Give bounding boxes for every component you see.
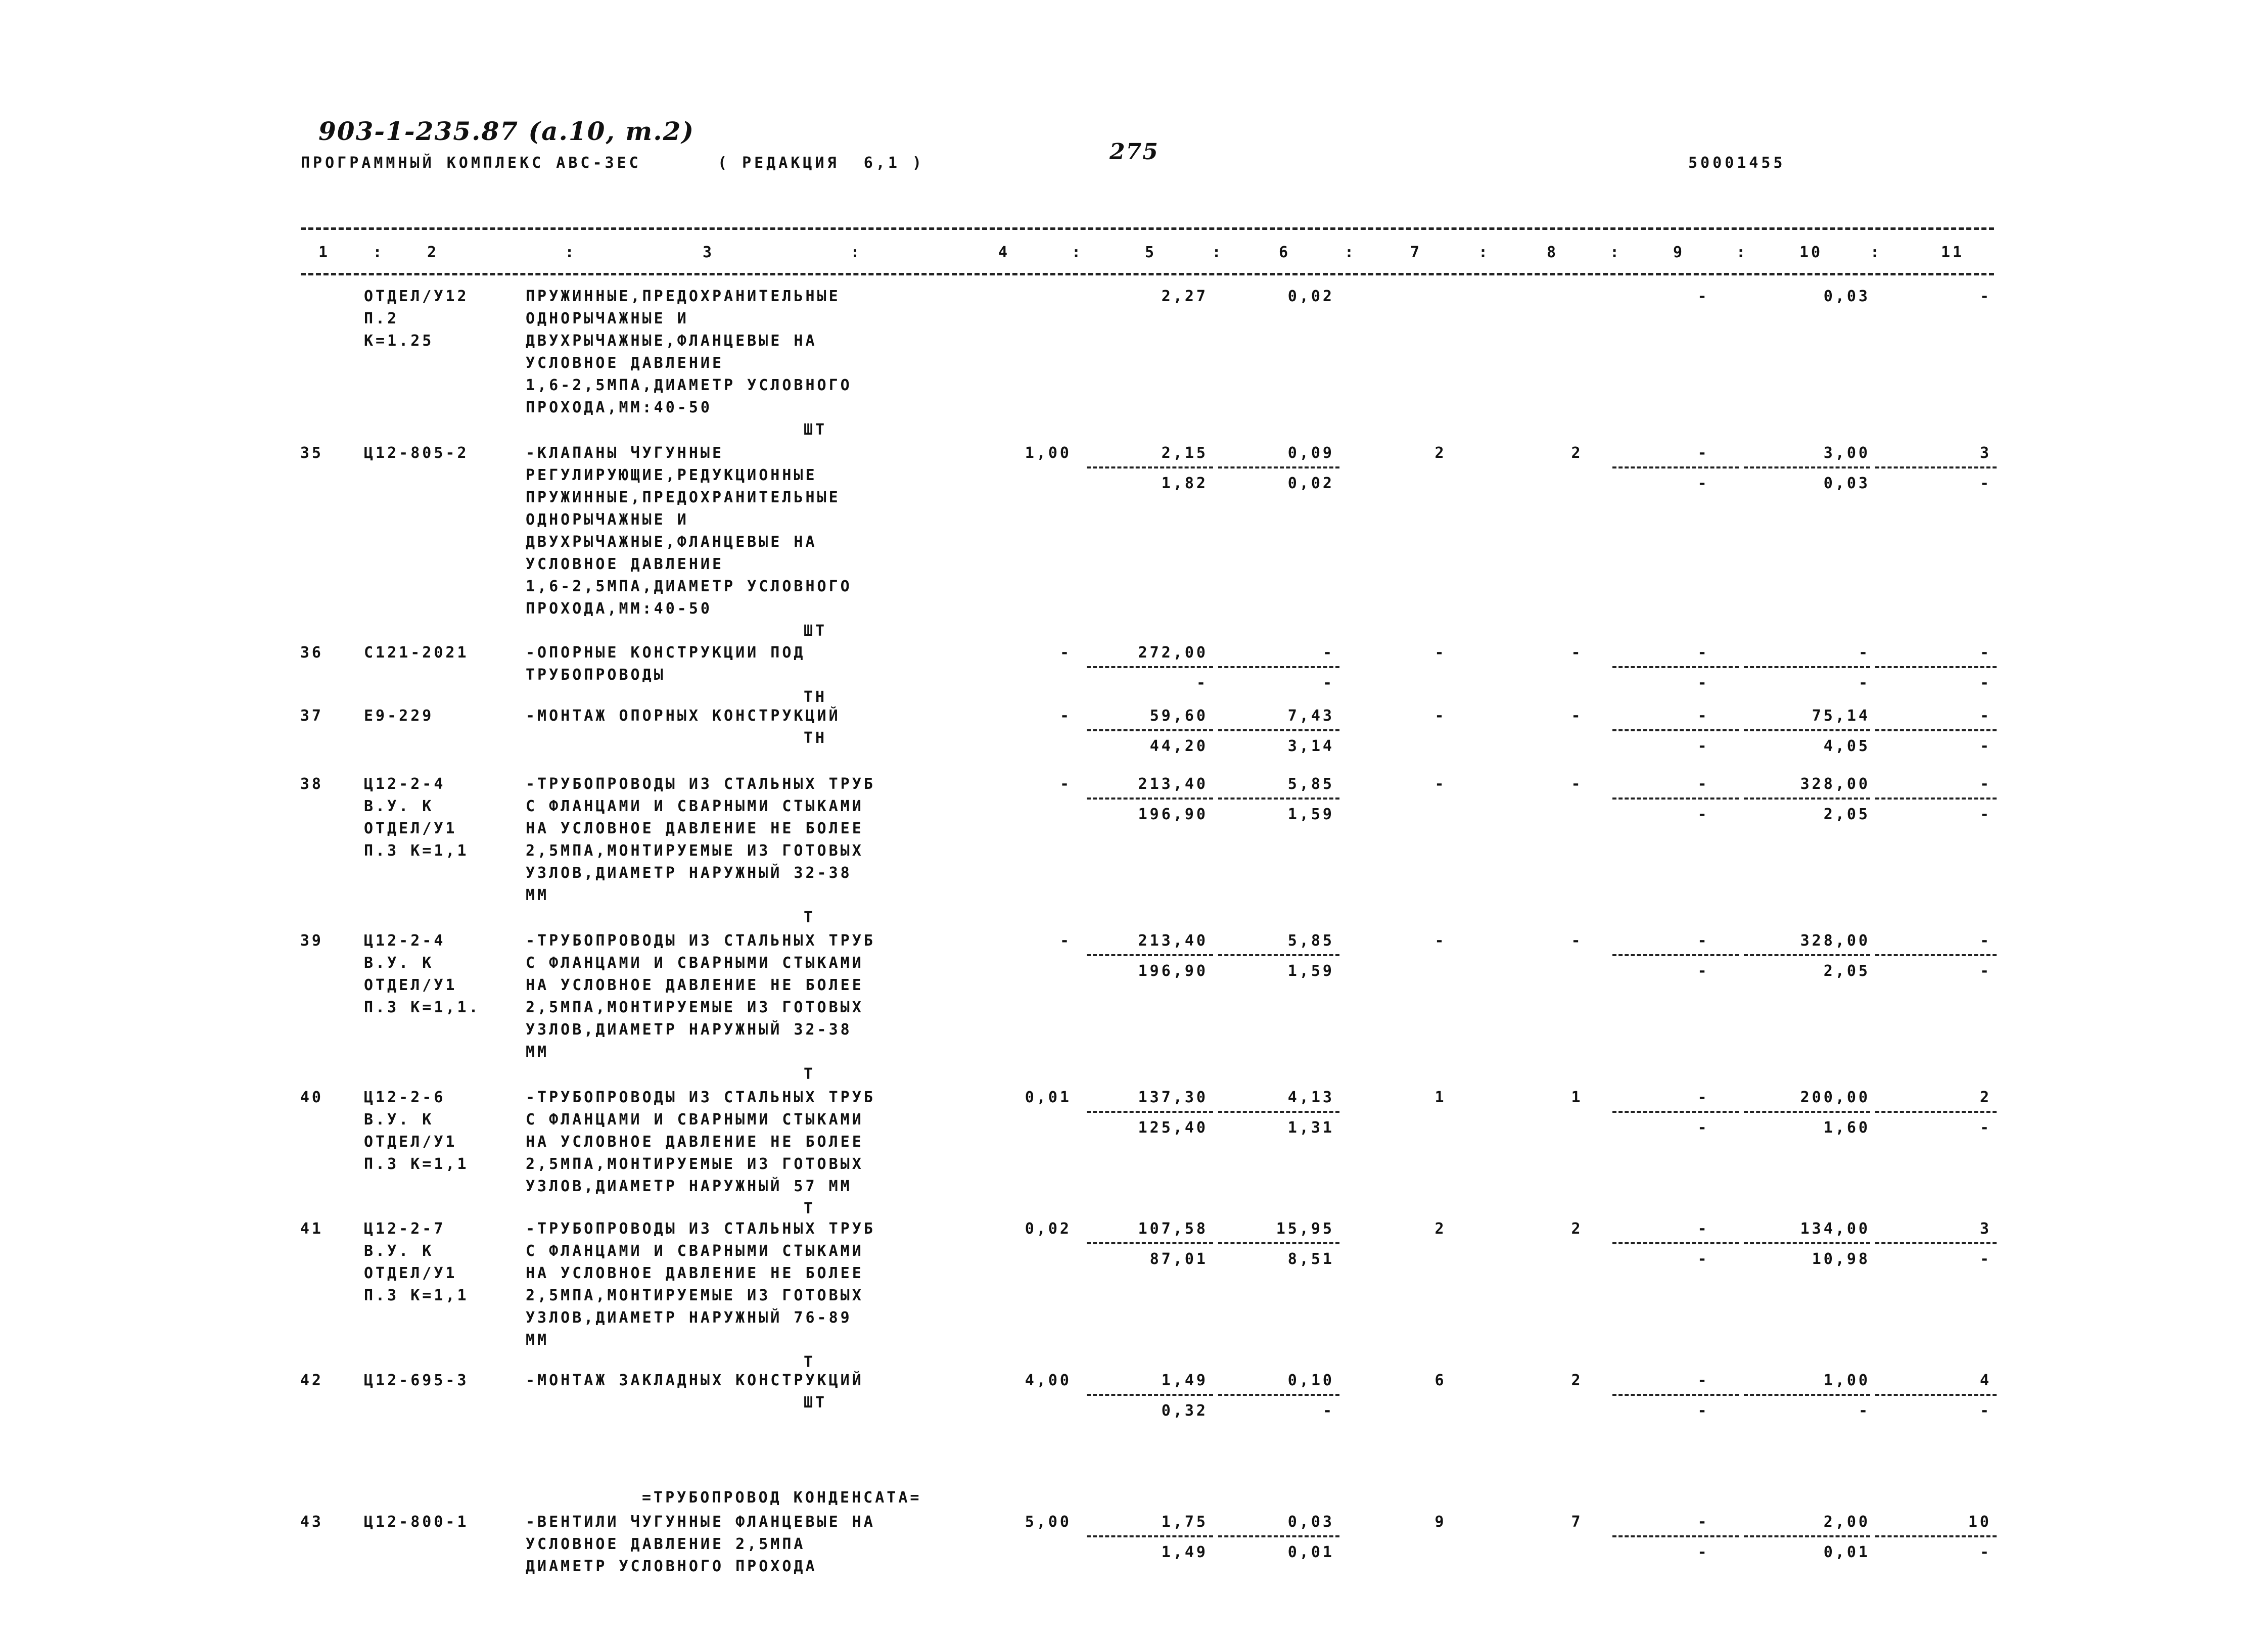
cell-c11b: -	[1979, 737, 1992, 755]
value-divider	[1218, 1535, 1339, 1537]
cell-c10a: -	[1858, 644, 1870, 662]
handwritten-reference: 903-1-235.87 (а.10, т.2)	[318, 116, 695, 146]
cell-c9a: -	[1697, 1089, 1709, 1106]
cell-c11b: -	[1979, 674, 1992, 692]
cell-c5a: 213,40	[1138, 775, 1208, 793]
column-header-10: 10	[1799, 244, 1823, 261]
cell-c11b: -	[1979, 288, 1992, 305]
cell-c5b: 87,01	[1149, 1250, 1208, 1268]
row-code: Ц12-695-3	[364, 1372, 469, 1389]
value-divider	[1875, 466, 1997, 468]
cell-c4: 1,00	[1025, 444, 1072, 462]
cell-c8: -	[1571, 775, 1583, 793]
cell-c10a: 328,00	[1800, 932, 1870, 950]
value-divider	[1875, 1111, 1997, 1113]
cell-c5b: 0,32	[1161, 1402, 1208, 1420]
cell-c5b: 196,90	[1138, 806, 1208, 823]
cell-c10a: 328,00	[1800, 775, 1870, 793]
cell-c9b: -	[1697, 1402, 1709, 1420]
cell-c9a: -	[1697, 444, 1709, 462]
cell-c4: -	[1059, 644, 1072, 662]
cell-c10a: 1,00	[1823, 1372, 1870, 1389]
column-separator: :	[1736, 244, 1748, 261]
column-header-11: 11	[1941, 244, 1965, 261]
cell-c10b: -	[1858, 674, 1870, 692]
column-header-6: 6	[1279, 244, 1291, 261]
cell-c9a: -	[1697, 1220, 1709, 1238]
value-divider	[1612, 797, 1739, 800]
value-divider	[1218, 797, 1339, 800]
column-header-8: 8	[1547, 244, 1559, 261]
cell-c7: 1	[1434, 1089, 1447, 1106]
cell-c8: -	[1571, 932, 1583, 950]
value-divider	[1744, 1394, 1870, 1396]
cell-c4: 4,00	[1025, 1372, 1072, 1389]
row-unit: ШТ	[804, 1394, 827, 1412]
cell-c4: 0,02	[1025, 1220, 1072, 1238]
cell-c6a: 7,43	[1287, 707, 1334, 725]
cell-c11a: 3	[1979, 444, 1992, 462]
cell-c5b: 125,40	[1138, 1119, 1208, 1137]
cell-c5b: 196,90	[1138, 962, 1208, 980]
value-divider	[1875, 797, 1997, 800]
cell-c5a: 1,75	[1161, 1513, 1208, 1531]
cell-c5b: 1,49	[1161, 1543, 1208, 1561]
cell-c10b: 0,01	[1823, 1543, 1870, 1561]
cell-c9b: -	[1697, 475, 1709, 492]
cell-c10a: 2,00	[1823, 1513, 1870, 1531]
value-divider	[1087, 1394, 1213, 1396]
value-divider	[1612, 666, 1739, 668]
cell-c11b: -	[1979, 1402, 1992, 1420]
cell-c10a: 134,00	[1800, 1220, 1870, 1238]
value-divider	[1218, 729, 1339, 731]
cell-c10b: 2,05	[1823, 962, 1870, 980]
row-number: 37	[300, 707, 323, 725]
cell-c7: -	[1434, 707, 1447, 725]
cell-c8: 2	[1571, 1220, 1583, 1238]
cell-c9b: -	[1697, 674, 1709, 692]
column-header-3: 3	[703, 244, 715, 261]
page-number: 275	[1109, 139, 1159, 165]
row-description: -ОПОРНЫЕ КОНСТРУКЦИИ ПОД ТРУБОПРОВОДЫ	[526, 644, 806, 684]
row-number: 35	[300, 444, 323, 462]
column-separator: :	[1478, 244, 1491, 261]
row-code: Е9-229	[364, 707, 434, 725]
cell-c6b: 8,51	[1287, 1250, 1334, 1268]
cell-c9b: -	[1697, 806, 1709, 823]
value-divider	[1744, 1111, 1870, 1113]
value-divider	[1612, 466, 1739, 468]
row-description: -МОНТАЖ ЗАКЛАДНЫХ КОНСТРУКЦИЙ	[526, 1372, 864, 1389]
cell-c6b: 0,01	[1287, 1543, 1334, 1561]
row-description: -ТРУБОПРОВОДЫ ИЗ СТАЛЬНЫХ ТРУБ С ФЛАНЦАМИ И СВАРНЫМИ СТЫКАМИ НА УСЛОВНОЕ ДАВЛЕНИЕ НЕ БОЛЕЕ 2,5МПА,МОНТИРУЕМЫЕ ИЗ ГОТОВЫХ УЗЛОВ,ДИАМЕТР НАРУЖНЫЙ 32-38 ММ	[526, 775, 875, 904]
cell-c5a: 2,15	[1161, 444, 1208, 462]
cell-c4: -	[1059, 932, 1072, 950]
cell-c5a: 137,30	[1138, 1089, 1208, 1106]
cell-c6b: 1,31	[1287, 1119, 1334, 1137]
column-header-9: 9	[1673, 244, 1685, 261]
row-code: Ц12-2-4 В.У. К ОТДЕЛ/У1 П.3 К=1,1	[364, 775, 469, 860]
row-unit: Т	[804, 1353, 816, 1371]
column-separator: :	[1212, 244, 1224, 261]
row-number: 36	[300, 644, 323, 662]
value-divider	[1087, 666, 1213, 668]
value-divider	[1875, 1394, 1997, 1396]
cell-c5b: 1,82	[1161, 475, 1208, 492]
cell-c8: -	[1571, 644, 1583, 662]
row-unit: Т	[804, 1065, 816, 1083]
row-code: Ц12-800-1	[364, 1513, 469, 1531]
cell-c6a: -	[1322, 644, 1334, 662]
cell-c11a: 4	[1979, 1372, 1992, 1389]
cell-c5a: 107,58	[1138, 1220, 1208, 1238]
row-number: 40	[300, 1089, 323, 1106]
cell-c11a: 10	[1968, 1513, 1992, 1531]
cell-c10b: 1,60	[1823, 1119, 1870, 1137]
cell-c10b: 2,05	[1823, 806, 1870, 823]
value-divider	[1875, 666, 1997, 668]
row-code: ОТДЕЛ/У12 П.2 К=1.25	[364, 288, 469, 350]
cell-c9a: -	[1697, 644, 1709, 662]
cell-c9a: -	[1697, 707, 1709, 725]
row-description: -МОНТАЖ ОПОРНЫХ КОНСТРУКЦИЙ	[526, 707, 841, 725]
value-divider	[1218, 1111, 1339, 1113]
cell-c11a: 2	[1979, 1089, 1992, 1106]
cell-c5a: 272,00	[1138, 644, 1208, 662]
cell-c9b: -	[1697, 962, 1709, 980]
cell-c11b: -	[1979, 1543, 1992, 1561]
row-description: -ТРУБОПРОВОДЫ ИЗ СТАЛЬНЫХ ТРУБ С ФЛАНЦАМИ И СВАРНЫМИ СТЫКАМИ НА УСЛОВНОЕ ДАВЛЕНИЕ НЕ БОЛЕЕ 2,5МПА,МОНТИРУЕМЫЕ ИЗ ГОТОВЫХ УЗЛОВ,ДИАМЕТР НАРУЖНЫЙ 57 ММ	[526, 1089, 875, 1195]
value-divider	[1087, 797, 1213, 800]
column-separator: :	[373, 244, 385, 261]
cell-c10b: 0,03	[1823, 475, 1870, 492]
value-divider	[1218, 666, 1339, 668]
cell-c11b: -	[1979, 1250, 1992, 1268]
cell-c7: -	[1434, 644, 1447, 662]
value-divider	[1744, 797, 1870, 800]
column-separator: :	[565, 244, 577, 261]
cell-c5a: 1,49	[1161, 1372, 1208, 1389]
row-unit: ТН	[804, 729, 827, 747]
value-divider	[1087, 954, 1213, 956]
row-description: -КЛАПАНЫ ЧУГУННЫЕ РЕГУЛИРУЮЩИЕ,РЕДУКЦИОННЫЕ ПРУЖИННЫЕ,ПРЕДОХРАНИТЕЛЬНЫЕ ОДНОРЫЧАЖНЫЕ И ДВУХРЫЧАЖНЫЕ,ФЛАНЦЕВЫЕ НА УСЛОВНОЕ ДАВЛЕНИЕ 1,6-2,5МПА,ДИАМЕТР УСЛОВНОГО ПРОХОДА,ММ:40-50	[526, 444, 852, 618]
cell-c7: 2	[1434, 444, 1447, 462]
value-divider	[1744, 666, 1870, 668]
row-number: 42	[300, 1372, 323, 1389]
cell-c11a: -	[1979, 932, 1992, 950]
cell-c6b: -	[1322, 674, 1334, 692]
value-divider	[1612, 1242, 1739, 1244]
row-code: Ц12-805-2	[364, 444, 469, 462]
cell-c6a: 5,85	[1287, 775, 1334, 793]
cell-c8: 2	[1571, 1372, 1583, 1389]
value-divider	[1744, 729, 1870, 731]
cell-c11a: -	[1979, 775, 1992, 793]
column-header-7: 7	[1410, 244, 1422, 261]
column-separator: :	[1072, 244, 1084, 261]
value-divider	[1612, 729, 1739, 731]
value-divider	[1087, 1111, 1213, 1113]
cell-c7: 2	[1434, 1220, 1447, 1238]
row-number: 41	[300, 1220, 323, 1238]
cell-c9a: -	[1697, 1513, 1709, 1531]
value-divider	[1087, 1535, 1213, 1537]
value-divider	[1218, 1242, 1339, 1244]
column-separator: :	[1610, 244, 1622, 261]
cell-c5b: 44,20	[1149, 737, 1208, 755]
cell-c7: 6	[1434, 1372, 1447, 1389]
value-divider	[1744, 954, 1870, 956]
cell-c8: 7	[1571, 1513, 1583, 1531]
column-header-1: 1	[318, 244, 331, 261]
value-divider	[1744, 1535, 1870, 1537]
cell-c10b: 0,03	[1823, 288, 1870, 305]
value-divider	[1744, 1242, 1870, 1244]
cell-c6a: 4,13	[1287, 1089, 1334, 1106]
column-header-5: 5	[1145, 244, 1157, 261]
cell-c6b: 0,02	[1287, 288, 1334, 305]
value-divider	[1875, 1242, 1997, 1244]
column-header-2: 2	[427, 244, 439, 261]
value-divider	[1218, 954, 1339, 956]
column-separator: :	[850, 244, 862, 261]
row-description: ПРУЖИННЫЕ,ПРЕДОХРАНИТЕЛЬНЫЕ ОДНОРЫЧАЖНЫЕ И ДВУХРЫЧАЖНЫЕ,ФЛАНЦЕВЫЕ НА УСЛОВНОЕ ДАВЛЕНИЕ 1,6-2,5МПА,ДИАМЕТР УСЛОВНОГО ПРОХОДА,ММ:40-50	[526, 288, 852, 416]
cell-c11b: -	[1979, 806, 1992, 823]
value-divider	[1612, 1394, 1739, 1396]
cell-c8: 1	[1571, 1089, 1583, 1106]
cell-c6a: 5,85	[1287, 932, 1334, 950]
cell-c11a: 3	[1979, 1220, 1992, 1238]
column-separator: :	[1345, 244, 1357, 261]
cell-c6b: 1,59	[1287, 806, 1334, 823]
edition: ( РЕДАКЦИЯ 6,1 )	[718, 154, 925, 172]
cell-c6b: 0,02	[1287, 475, 1334, 492]
cell-c9a: -	[1697, 1372, 1709, 1389]
cell-c5a: 213,40	[1138, 932, 1208, 950]
cell-c5b: -	[1196, 674, 1208, 692]
value-divider	[1087, 729, 1213, 731]
row-description: -ВЕНТИЛИ ЧУГУННЫЕ ФЛАНЦЕВЫЕ НА УСЛОВНОЕ ДАВЛЕНИЕ 2,5МПА ДИАМЕТР УСЛОВНОГО ПРОХОДА	[526, 1513, 875, 1575]
row-code: Ц12-2-6 В.У. К ОТДЕЛ/У1 П.3 К=1,1	[364, 1089, 469, 1173]
value-divider	[1612, 1535, 1739, 1537]
value-divider	[1875, 954, 1997, 956]
row-unit: Т	[804, 1200, 816, 1217]
row-unit: ТН	[804, 688, 827, 706]
cell-c10a: 3,00	[1823, 444, 1870, 462]
section-title: =ТРУБОПРОВОД КОНДЕНСАТА=	[642, 1489, 922, 1507]
row-code: Ц12-2-7 В.У. К ОТДЕЛ/У1 П.3 К=1,1	[364, 1220, 469, 1304]
cell-c5a: 59,60	[1149, 707, 1208, 725]
document-code: 50001455	[1688, 154, 1786, 172]
cell-c11a: -	[1979, 707, 1992, 725]
cell-c10b: 4,05	[1823, 737, 1870, 755]
cell-c9b: -	[1697, 1119, 1709, 1137]
table-header-rule	[301, 273, 1994, 275]
row-code: Ц12-2-4 В.У. К ОТДЕЛ/У1 П.3 К=1,1.	[364, 932, 481, 1016]
row-unit: ШТ	[804, 622, 827, 640]
cell-c9b: -	[1697, 1543, 1709, 1561]
program-name: ПРОГРАММНЫЙ КОМПЛЕКС АВС-3ЕС	[301, 154, 641, 172]
value-divider	[1875, 729, 1997, 731]
cell-c6b: -	[1322, 1402, 1334, 1420]
cell-c7: -	[1434, 932, 1447, 950]
cell-c6a: 0,03	[1287, 1513, 1334, 1531]
cell-c11b: -	[1979, 475, 1992, 492]
column-header-4: 4	[998, 244, 1010, 261]
cell-c10b: 10,98	[1812, 1250, 1870, 1268]
cell-c10b: -	[1858, 1402, 1870, 1420]
column-separator: :	[1870, 244, 1882, 261]
row-description: -ТРУБОПРОВОДЫ ИЗ СТАЛЬНЫХ ТРУБ С ФЛАНЦАМИ И СВАРНЫМИ СТЫКАМИ НА УСЛОВНОЕ ДАВЛЕНИЕ НЕ БОЛЕЕ 2,5МПА,МОНТИРУЕМЫЕ ИЗ ГОТОВЫХ УЗЛОВ,ДИАМЕТР НАРУЖНЫЙ 76-89 ММ	[526, 1220, 875, 1349]
cell-c7: -	[1434, 775, 1447, 793]
table-top-rule	[301, 227, 1994, 230]
cell-c5b: 2,27	[1161, 288, 1208, 305]
cell-c10a: 75,14	[1812, 707, 1870, 725]
value-divider	[1875, 1535, 1997, 1537]
cell-c9a: -	[1697, 775, 1709, 793]
value-divider	[1218, 466, 1339, 468]
cell-c4: 0,01	[1025, 1089, 1072, 1106]
cell-c11b: -	[1979, 1119, 1992, 1137]
cell-c6a: 15,95	[1276, 1220, 1334, 1238]
cell-c6b: 3,14	[1287, 737, 1334, 755]
cell-c9a: -	[1697, 932, 1709, 950]
cell-c8: -	[1571, 707, 1583, 725]
value-divider	[1612, 1111, 1739, 1113]
cell-c11b: -	[1979, 962, 1992, 980]
row-number: 38	[300, 775, 323, 793]
cell-c4: 5,00	[1025, 1513, 1072, 1531]
cell-c7: 9	[1434, 1513, 1447, 1531]
cell-c10a: 200,00	[1800, 1089, 1870, 1106]
cell-c4: -	[1059, 707, 1072, 725]
value-divider	[1744, 466, 1870, 468]
cell-c4: -	[1059, 775, 1072, 793]
cell-c9b: -	[1697, 288, 1709, 305]
cell-c6b: 1,59	[1287, 962, 1334, 980]
cell-c6a: 0,10	[1287, 1372, 1334, 1389]
value-divider	[1612, 954, 1739, 956]
row-number: 39	[300, 932, 323, 950]
cell-c11a: -	[1979, 644, 1992, 662]
value-divider	[1218, 1394, 1339, 1396]
row-unit: ШТ	[804, 421, 827, 439]
value-divider	[1087, 466, 1213, 468]
cell-c9b: -	[1697, 1250, 1709, 1268]
row-number: 43	[300, 1513, 323, 1531]
cell-c9b: -	[1697, 737, 1709, 755]
row-code: С121-2021	[364, 644, 469, 662]
cell-c8: 2	[1571, 444, 1583, 462]
value-divider	[1087, 1242, 1213, 1244]
row-unit: Т	[804, 909, 816, 926]
row-description: -ТРУБОПРОВОДЫ ИЗ СТАЛЬНЫХ ТРУБ С ФЛАНЦАМИ И СВАРНЫМИ СТЫКАМИ НА УСЛОВНОЕ ДАВЛЕНИЕ НЕ БОЛЕЕ 2,5МПА,МОНТИРУЕМЫЕ ИЗ ГОТОВЫХ УЗЛОВ,ДИАМЕТР НАРУЖНЫЙ 32-38 ММ	[526, 932, 875, 1061]
cell-c6a: 0,09	[1287, 444, 1334, 462]
